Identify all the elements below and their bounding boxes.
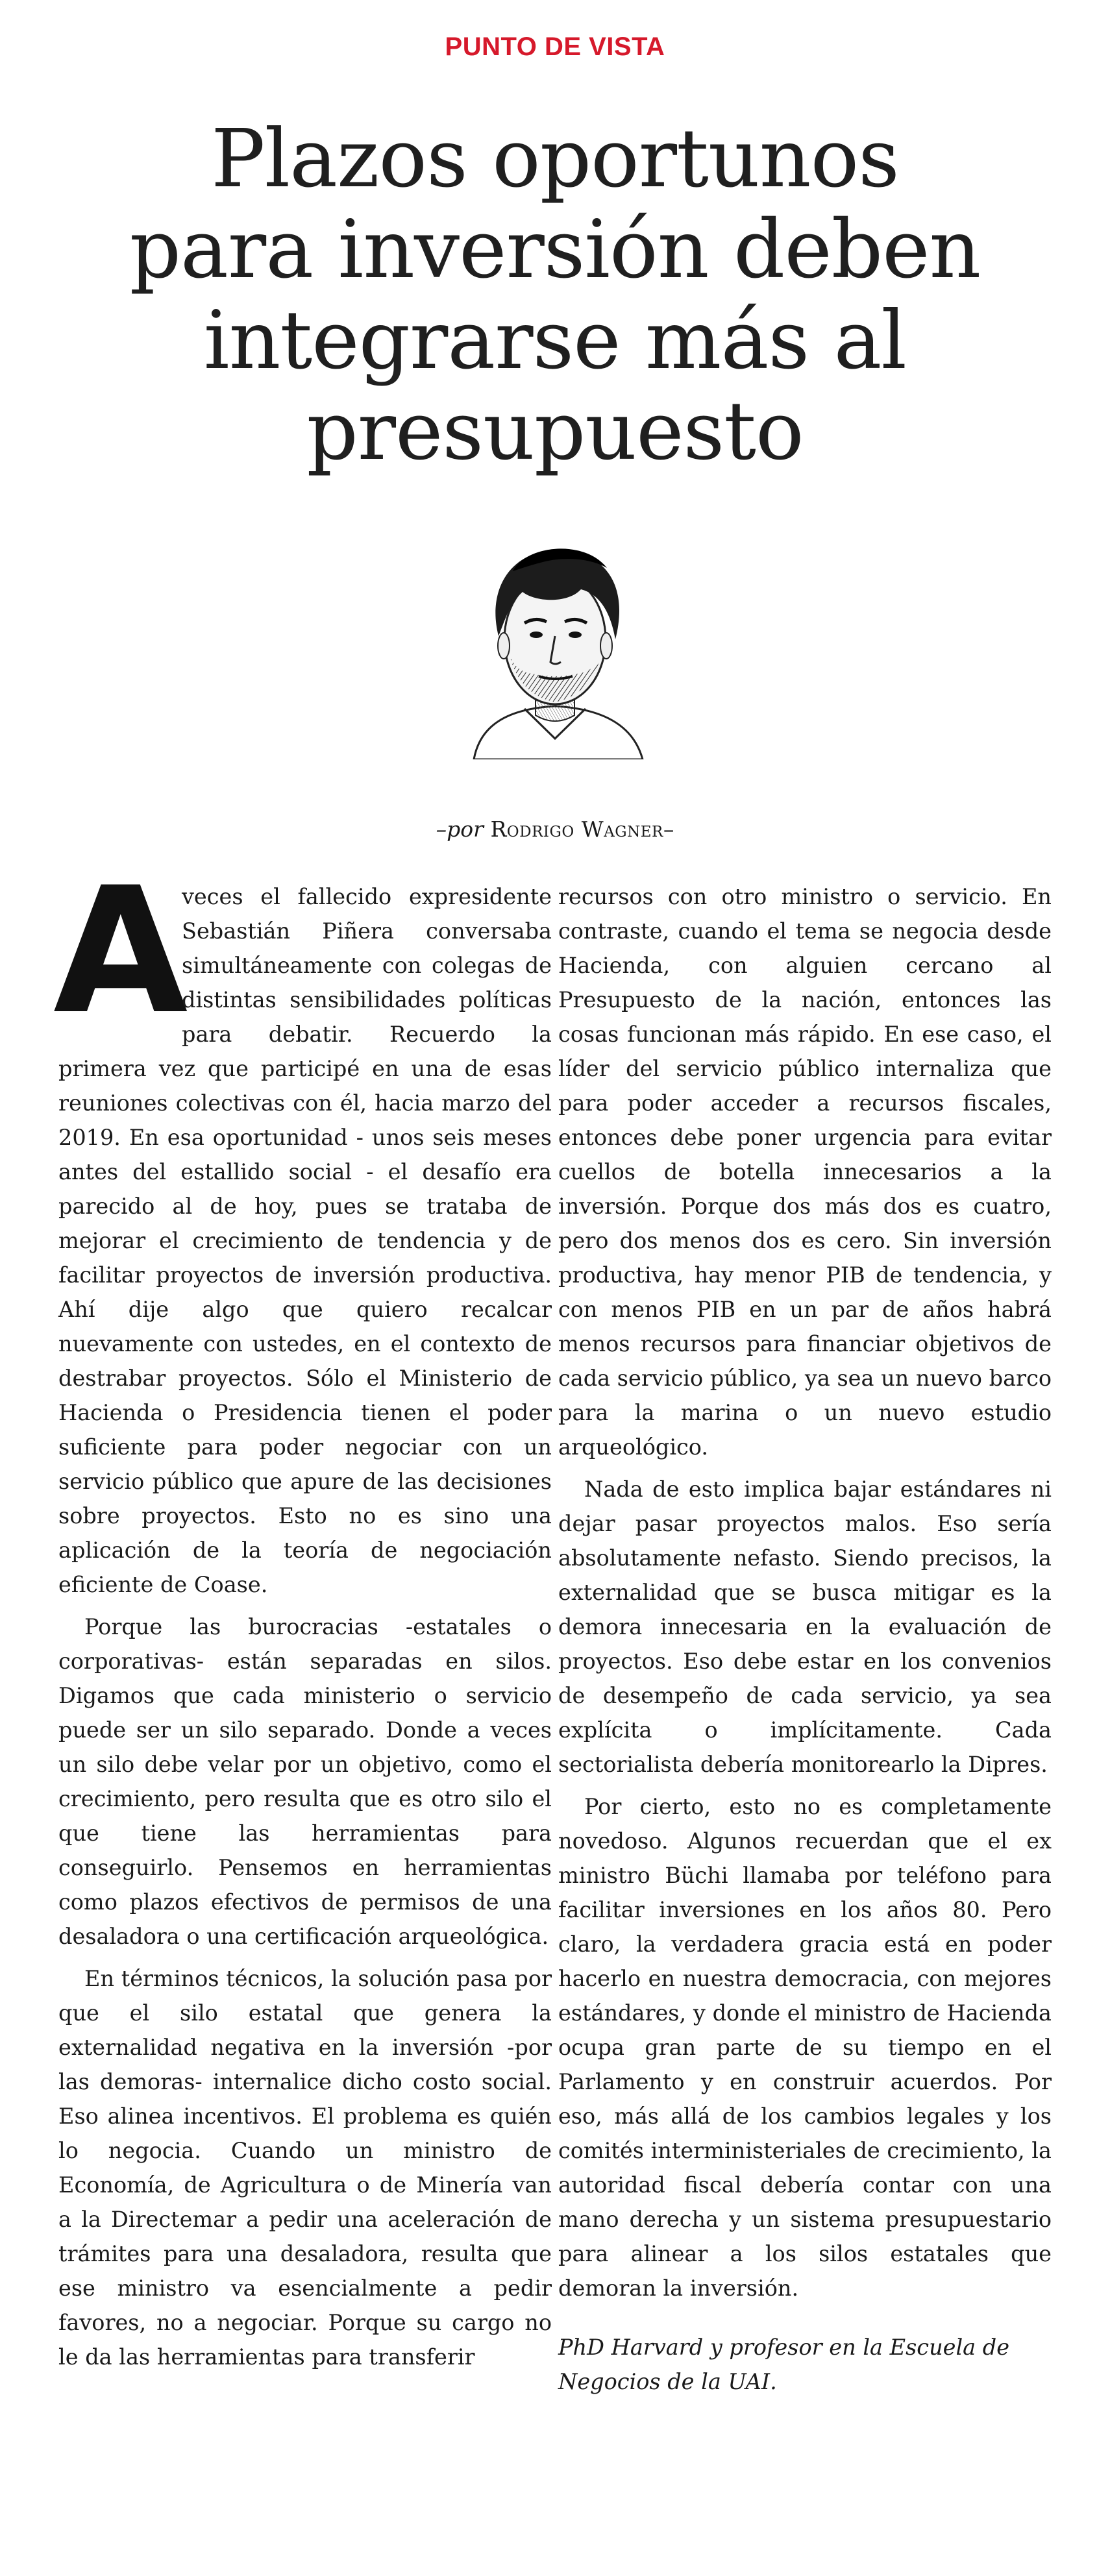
article-paragraph [53,850,552,1602]
article-column-right [558,879,1052,2407]
section-label: PUNTO DE VISTA [445,32,665,61]
headline-line: para inversión deben [129,203,981,297]
headline-line: integrarse más al [203,294,907,387]
article-paragraph: Nada de esto implica bajar estándares ni dejar pasar proyectos malos. Eso sería absolutamente nefasto. Siendo precisos, la externalidad que se busca mitigar es la demora innecesaria en la evaluación de proyectos. Eso debe estar en los convenios de desempeño de cada servicio, ya sea explícita o implícitamente. Cada sectorialista debería monitorearlo la Dipres. [558,1477,1052,1777]
headline-line: presupuesto [306,385,804,478]
article-paragraph: En términos técnicos, la solución pasa por que el silo estatal que genera la externalidad negativa en la inversión -por las demoras- internalice dicho costo social. Eso alinea incentivos. El problema es quién lo negocia. Cuando un ministro de Economía, de Agricultura o de Minería van a la Directemar a pedir una aceleración de trámites para una desaladora, resulta que ese ministro va esencialmente a pedir favores, no a negociar. Porque su cargo no le da las herramientas para transferir [58,1966,552,2370]
article-paragraph: Porque las burocracias -estatales o corporativas- están separadas en silos. Digamos que cada ministerio o servicio puede ser un silo separado. Donde a veces un silo debe velar por un objetivo, como el crecimiento, pero resulta que es otro silo el que tiene las herramientas para conseguirlo. Pensemos en herramientas como plazos efectivos de permisos de una desaladora o una certificación arqueológica. [58,1614,552,1949]
article-paragraph: Por cierto, esto no es completamente novedoso. Algunos recuerdan que el ex ministro Büchi llamaba por teléfono para facilitar inversiones en los años 80. Pero claro, la verdadera gracia está en poder hacerlo en nuestra democracia, con mejores estándares, y donde el ministro de Hacienda ocupa gran parte de su tiempo en el Parlamento y en construir acuerdos. Por eso, más allá de los cambios legales y los comités interministeriales de crecimiento, la autoridad fiscal debería contar con una mano derecha y un sistema presupuestario para alinear a los silos estatales que demoran la inversión. [558,1794,1052,2301]
article-column-left [53,850,552,2382]
byline-prefix: –por [436,816,484,842]
author-name: Rodrigo Wagner [490,816,663,842]
byline-suffix: – [663,816,674,842]
paragraph-text: veces el fallecido expresidente Sebastián Piñera conversaba simultáneamente con colegas de distintas sensibilidades políticas para debatir. Recuerdo la primera vez que participé en una de esas reuniones colectivas con él, hacia marzo del 2019. En esa oportunidad - unos seis meses antes del estallido social - el desafío era parecido al de hoy, pues se trataba de mejorar el crecimiento de tendencia y de facilitar proyectos de inversión productiva. Ahí dije algo que quiero recalcar nuevamente con ustedes, en el contexto de destrabar proyectos. Sólo el Ministerio de Hacienda o Presidencia tienen el poder suficiente para poder negociar con un servicio público que apure de las decisiones sobre proyectos. Esto no es sino una aplicación de la teoría de negociación eficiente de Coase. [58,884,552,1597]
article-paragraph: recursos con otro ministro o servicio. En contraste, cuando el tema se negocia desde Hacienda, con alguien cercano al Presupuesto de la nación, entonces las cosas funcionan más rápido. En ese caso, el líder del servicio público internaliza que para poder acceder a recursos fiscales, entonces debe poner urgencia para evitar cuellos de botella innecesarios a la inversión. Porque dos más dos es cuatro, pero dos menos dos es cero. Sin inversión productiva, hay menor PIB de tendencia, y con menos PIB en un par de años habrá menos recursos para financiar objetivos de cada servicio público, ya sea un nuevo barco para la marina o un nuevo estudio arqueológico. [558,884,1052,1460]
headline-line: Plazos oportunos [211,112,899,206]
byline [0,816,1110,842]
headline [68,114,1042,477]
author-bio: PhD Harvard y profesor en la Escuela de Negocios de la UAI. [558,2335,1010,2394]
drop-cap: A [53,850,188,1053]
author-portrait [448,532,662,759]
